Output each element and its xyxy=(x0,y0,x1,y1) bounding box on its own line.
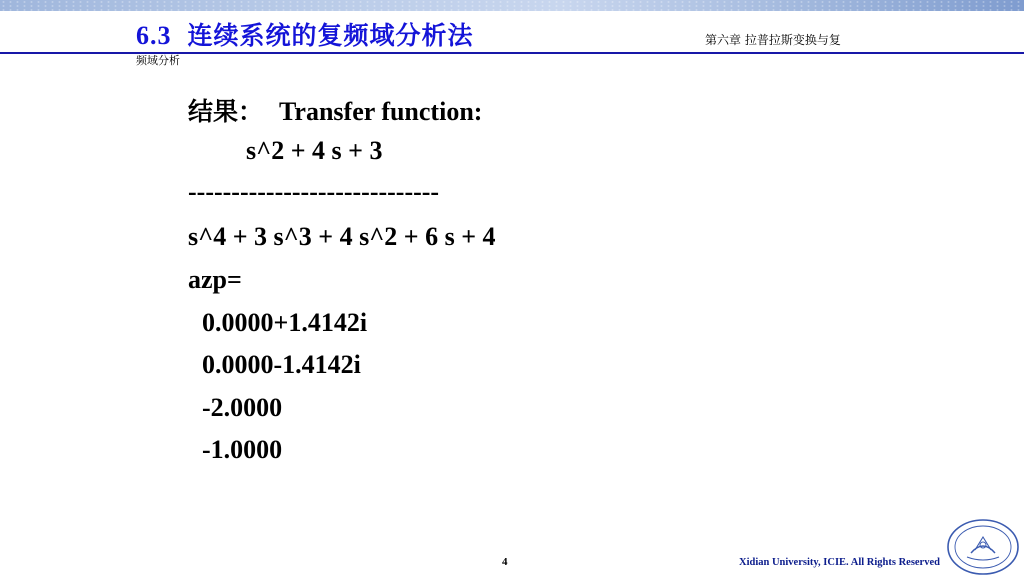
denominator-line: s^4 + 3 s^3 + 4 s^2 + 6 s + 4 xyxy=(188,222,496,251)
azp-value: 0.0000-1.4142i xyxy=(202,350,361,379)
top-decorative-band xyxy=(0,0,1024,11)
result-label: 结果： xyxy=(188,97,264,126)
chapter-label: 第六章 拉普拉斯变换与复 xyxy=(705,33,841,47)
slide-title xyxy=(136,16,474,52)
result-line xyxy=(188,92,482,128)
footer-credit: Xidian University, ICIE. All Rights Reserved xyxy=(739,557,940,568)
section-number: 6.3 xyxy=(136,21,172,50)
page-number: 4 xyxy=(502,556,508,568)
azp-label: azp= xyxy=(188,265,242,294)
azp-value: -1.0000 xyxy=(202,435,283,464)
section-title: 连续系统的复频域分析法 xyxy=(187,21,474,50)
university-seal-icon xyxy=(945,517,1021,575)
azp-value: 0.0000+1.4142i xyxy=(202,308,368,337)
chapter-label-continuation: 频域分析 xyxy=(136,54,180,67)
result-text: Transfer function: xyxy=(279,97,483,126)
numerator-line: s^2 + 4 s + 3 xyxy=(246,136,383,165)
azp-value: -2.0000 xyxy=(202,393,283,422)
fraction-divider: ----------------------------- xyxy=(188,177,440,206)
